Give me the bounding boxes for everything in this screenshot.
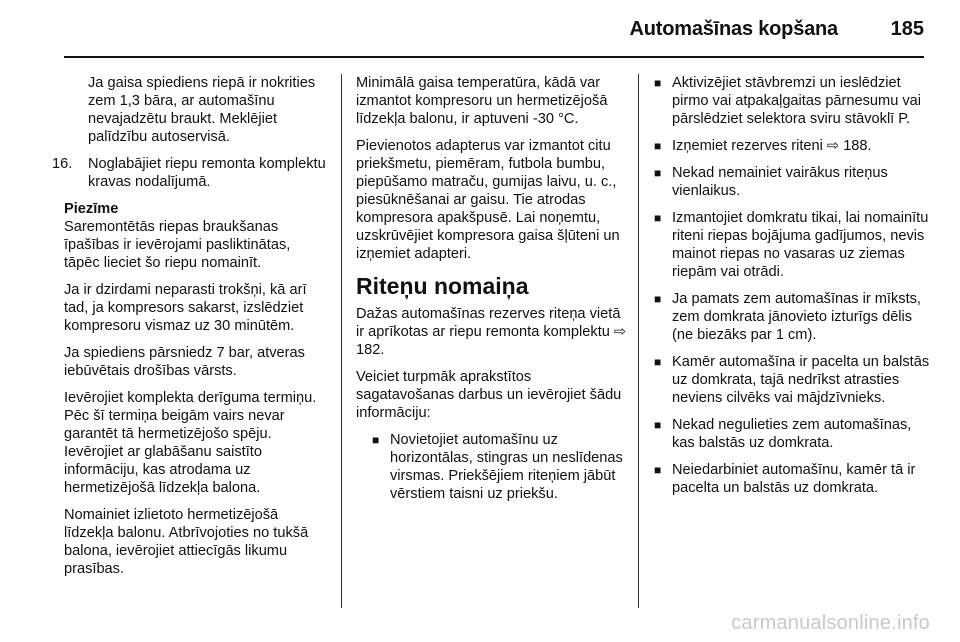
section-title: Automašīnas kopšana xyxy=(629,18,838,40)
page-header xyxy=(64,18,924,48)
bullet-text: Izņemiet rezerves riteni ⇨ 188. xyxy=(672,138,872,154)
continued-step-text: Ja gaisa spiediens riepā ir nokrities zem 1,3 bāra, ar automašīnu nevajadzētu braukt. Meklējiet palīdzību autoservisā. xyxy=(88,75,316,145)
column-divider-2 xyxy=(638,74,639,608)
column-1 xyxy=(52,74,330,587)
bullet-square-icon: ■ xyxy=(654,211,662,225)
note-text: Saremontētās riepas braukšanas īpašības ir ievērojami pasliktinātas, tāpēc lieciet šo riepu nomainīt. xyxy=(64,219,291,271)
paragraph: Ja spiediens pārsniedz 7 bar, atveras iebūvētais drošības vārsts. xyxy=(64,345,305,379)
bullet-square-icon: ■ xyxy=(654,418,662,432)
paragraph: Nomainiet izlietoto hermetizējošā līdzekļa balonu. Atbrīvojoties no tukšā balona, ievērojiet attiecīgās likumu prasības. xyxy=(64,507,309,577)
bullet-item xyxy=(650,74,932,128)
bullet-text: Novietojiet automašīnu uz horizontālas, stingras un neslīdenas virsmas. Priekšējiem riteņiem jābūt vērstiem taisni uz priekšu. xyxy=(390,432,623,502)
step-number: 16. xyxy=(52,156,73,172)
paragraph: Veiciet turpmāk aprakstītos sagatavošanas darbus un ievērojiet šādu informāciju: xyxy=(356,369,622,421)
bullet-square-icon: ■ xyxy=(654,139,662,153)
bullet-square-icon: ■ xyxy=(654,292,662,306)
bullet-item xyxy=(650,290,932,344)
paragraph: Pievienotos adapterus var izmantot citu priekšmetu, piemēram, futbola bumbu, piepūšamo matraču, gumijas laivu, u. c., piesūknēšanai ar gaisu. Tie atrodas kompresora apakšpusē. Lai noņemtu, uzskrūvējiet kompresora gaisa šļūteni un izņemiet adapteri. xyxy=(356,138,620,262)
bullet-text: Kamēr automašīna ir pacelta un balstās uz domkrata, tajā nedrīkst atrasties neviens cilvēks vai mājdzīvnieks. xyxy=(672,354,930,406)
bullet-item xyxy=(356,431,628,503)
section-heading: Riteņu nomaiņa xyxy=(356,273,529,299)
paragraph: Dažas automašīnas rezerves riteņa vietā ir aprīkotas ar riepu remonta komplektu ⇨ 182. xyxy=(356,306,627,358)
bullet-text: Aktivizējiet stāvbremzi un ieslēdziet pirmo vai atpakaļgaitas pārnesumu vai pārslēdziet selektora sviru stāvoklī P. xyxy=(672,75,922,127)
bullet-square-icon: ■ xyxy=(372,433,380,447)
bullet-item xyxy=(650,353,932,407)
bullet-square-icon: ■ xyxy=(654,166,662,180)
bullet-square-icon: ■ xyxy=(654,463,662,477)
paragraph: Ievērojiet komplekta derīguma termiņu. Pēc šī termiņa beigām vairs nevar garantēt tā hermetizējošo spēju. Ievērojiet ar glabāšanu saistīto informāciju, kas atrodama uz hermetizējošā līdzekļa balona. xyxy=(64,390,317,496)
page-number: 185 xyxy=(890,18,924,40)
watermark-text: carmanualsonline.info xyxy=(731,612,930,634)
bullet-text: Nekad negulieties zem automašīnas, kas balstās uz domkrata. xyxy=(672,417,912,451)
column-3 xyxy=(650,74,932,506)
bullet-text: Izmantojiet domkratu tikai, lai nomainītu riteni riepas bojājuma gadījumos, nevis mainot riepas no vasaras uz ziemas riepām vai otrādi. xyxy=(672,210,929,280)
header-rule xyxy=(64,56,924,58)
note-title: Piezīme xyxy=(64,201,119,217)
bullet-square-icon: ■ xyxy=(654,355,662,369)
bullet-square-icon: ■ xyxy=(654,76,662,90)
bullet-item xyxy=(650,209,932,281)
paragraph: Minimālā gaisa temperatūra, kādā var izmantot kompresoru un hermetizējošā līdzekļa balonu, ir aptuveni -30 °C. xyxy=(356,75,608,127)
bullet-text: Ja pamats zem automašīnas ir mīksts, zem domkrata jānovieto izturīgs dēlis (ne biezāks par 1 cm). xyxy=(672,291,921,343)
bullet-text: Nekad nemainiet vairākus riteņus vienlaikus. xyxy=(672,165,888,199)
bullet-item xyxy=(650,137,932,155)
step-16 xyxy=(52,155,330,191)
bullet-item xyxy=(650,164,932,200)
column-2 xyxy=(356,74,628,512)
step-text: Noglabājiet riepu remonta komplektu kravas nodalījumā. xyxy=(88,156,326,190)
bullet-text: Neiedarbiniet automašīnu, kamēr tā ir pacelta un balstās uz domkrata. xyxy=(672,462,916,496)
paragraph: Ja ir dzirdami neparasti trokšņi, kā arī tad, ja kompresors sakarst, izslēdziet kompresoru vismaz uz 30 minūtēm. xyxy=(64,282,307,334)
bullet-item xyxy=(650,461,932,497)
column-divider-1 xyxy=(341,74,342,608)
bullet-item xyxy=(650,416,932,452)
